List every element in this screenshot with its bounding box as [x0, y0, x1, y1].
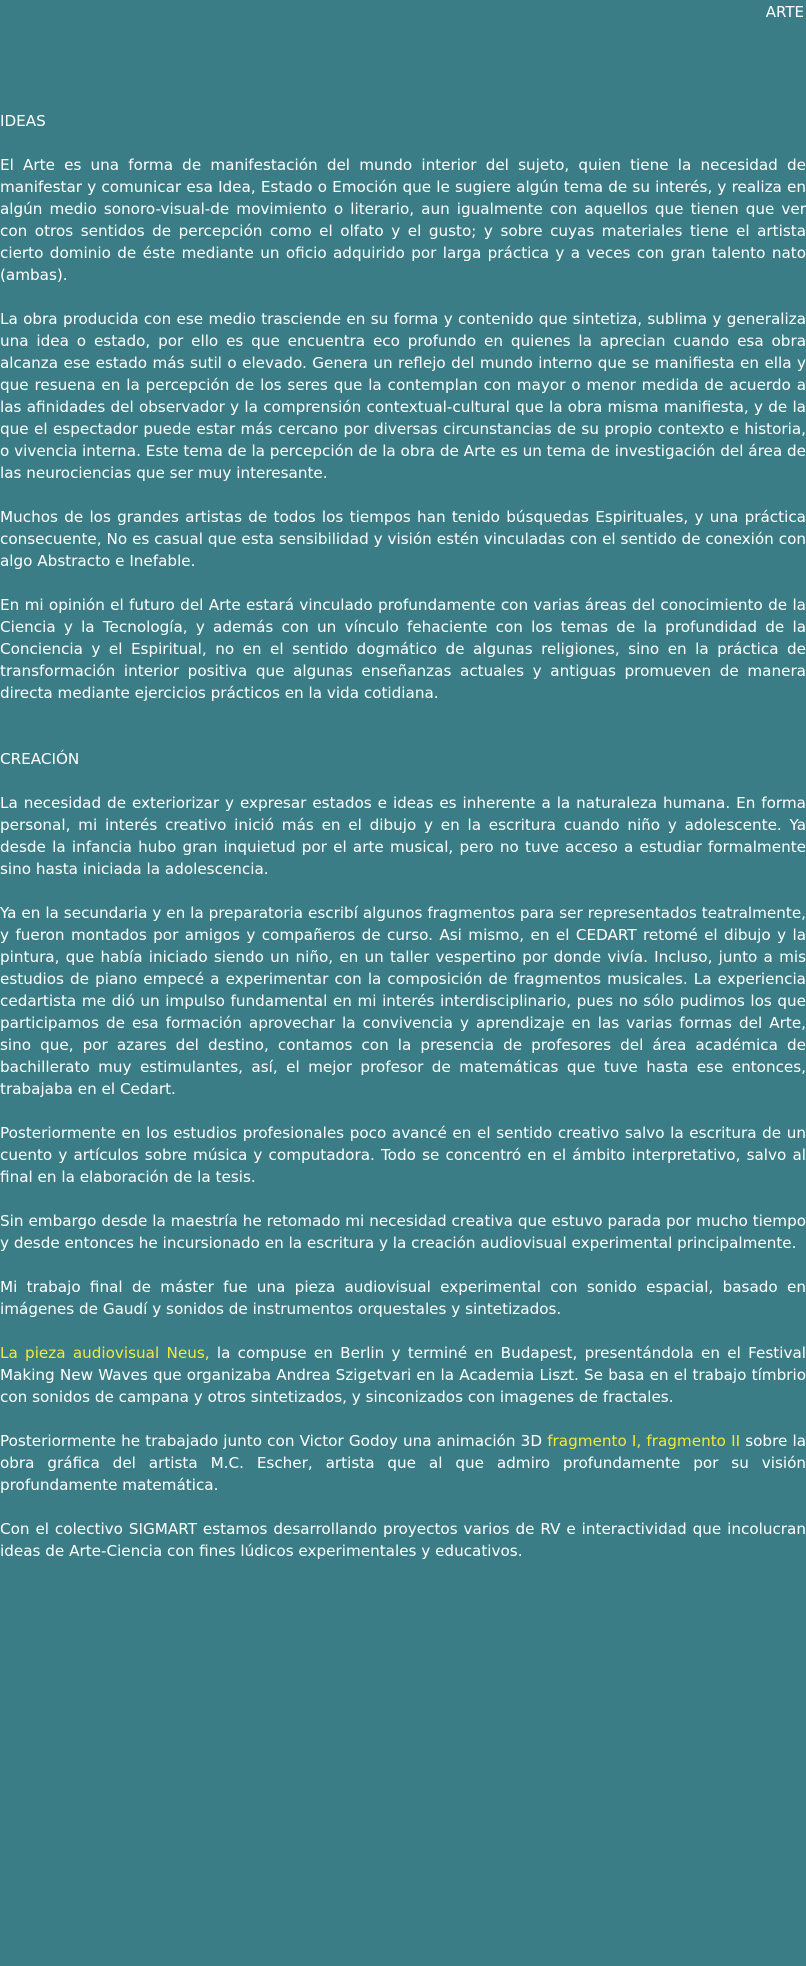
creacion-paragraph-6: [0, 1342, 806, 1408]
ideas-paragraph-2: La obra producida con ese medio trasciende en su forma y contenido que sintetiza, sublima y generaliza una idea o estado, por ello es que encuentra eco profundo en quienes la aprecian cuando esa obra alcanza ese estado más sutil o elevado. Genera un reflejo del mundo interno que se manifiesta en ella y que resuena en la percepción de los seres que la contemplan con mayor o menor medida de acuerdo a las afinidades del observador y la comprensión contextual-cultural que la obra misma manifiesta, y de la que el espectador puede estar más cercano por diversas circunstancias de su propio contexto e historia, o vivencia interna. Este tema de la percepción de la obra de Arte es un tema de investigación del área de las neurociencias que ser muy interesante.: [0, 310, 806, 482]
creacion-paragraph-7: [0, 1430, 806, 1496]
ideas-paragraph-4: En mi opinión el futuro del Arte estará vinculado profundamente con varias áreas del conocimiento de la Ciencia y la Tecnología, y además con un vínculo fehaciente con los temas de la profundidad de la Conciencia y el Espiritual, no en el sentido dogmático de algunas religiones, sino en la práctica de transformación interior positiva que algunas enseñanzas actuales y antiguas promueven de manera directa mediante ejercicios prácticos en la vida cotidiana.: [0, 596, 806, 702]
ideas-paragraph-1: El Arte es una forma de manifestación del mundo interior del sujeto, quien tiene la necesidad de manifestar y comunicar esa Idea, Estado o Emoción que le sugiere algún tema de su interés, y realiza en algún medio sonoro-visual-de movimiento o literario, aun igualmente con aquellos que tienen que ver con otros sentidos de percepción como el olfato y el gusto; y sobre cuyas materiales tiene el artista cierto dominio de éste mediante un oficio adquirido por larga práctica y a veces con gran talento nato (ambas).: [0, 156, 806, 284]
neus-link[interactable]: La pieza audiovisual Neus,: [0, 1344, 210, 1362]
creacion-paragraph-8: Con el colectivo SIGMART estamos desarrollando proyectos varios de RV e interactividad que incolucran ideas de Arte-Ciencia con fines lúdicos experimentales y educativos.: [0, 1520, 806, 1560]
creacion-paragraph-6-text: la compuse en Berlin y terminé en Budapest, presentándola en el Festival Making New Waves que organizaba Andrea Szigetvari en la Academia Liszt. Se basa en el trabajo tímbrio con sonidos de campana y otros sintetizados, y sinconizados con imagenes de fractales.: [0, 1344, 806, 1406]
main-content: [0, 110, 806, 1562]
creacion-paragraph-4: Sin embargo desde la maestría he retomado mi necesidad creativa que estuvo parada por mucho tiempo y desde entonces he incursionado en la escritura y la creación audiovisual experimental principalmente.: [0, 1212, 806, 1252]
creacion-paragraph-7-start: Posteriormente he trabajado junto con Victor Godoy una animación 3D: [0, 1432, 548, 1450]
creacion-paragraph-7-rest: sobre la obra gráfica del artista M.C. Escher, artista que al que admiro profundamente por su visión profundamente matemática.: [0, 1432, 806, 1494]
creacion-paragraph-5: Mi trabajo final de máster fue una pieza audiovisual experimental con sonido espacial, basado en imágenes de Gaudí y sonidos de instrumentos orquestales y sintetizados.: [0, 1278, 806, 1318]
page-label: ARTE: [765, 3, 804, 21]
fragmento-1-link[interactable]: fragmento I,: [547, 1432, 642, 1450]
creacion-paragraph-1: La necesidad de exteriorizar y expresar estados e ideas es inherente a la naturaleza humana. En forma personal, mi interés creativo inició más en el dibujo y en la escritura cuando niño y adolescente. Ya desde la infancia hubo gran inquietud por el arte musical, pero no tuve acceso a estudiar formalmente sino hasta iniciada la adolescencia.: [0, 794, 806, 878]
creacion-paragraph-3: Posteriormente en los estudios profesionales poco avancé en el sentido creativo salvo la escritura de un cuento y artículos sobre música y computadora. Todo se concentró en el ámbito interpretativo, salvo al final en la elaboración de la tesis.: [0, 1124, 806, 1186]
ideas-paragraph-3: Muchos de los grandes artistas de todos los tiempos han tenido búsquedas Espirituales, y una práctica consecuente, No es casual que esta sensibilidad y visión estén vinculadas con el sentido de conexión con algo Abstracto e Inefable.: [0, 508, 806, 570]
creacion-paragraph-2: Ya en la secundaria y en la preparatoria escribí algunos fragmentos para ser representados teatralmente, y fueron montados por amigos y compañeros de curso. Asi mismo, en el CEDART retomé el dibujo y la pintura, que había iniciado siendo un niño, en un taller vespertino por donde vivía. Incluso, junto a mis estudios de piano empecé a experimentar con la composición de fragmentos musicales. La experiencia cedartista me dió un impulso fundamental en mi interés interdisciplinario, pues no sólo pudimos los que participamos de esa formación aprovechar la convivencia y aprendizaje en las varias formas del Arte, sino que, por azares del destino, contamos con la presencia de profesores del área académica de bachillerato muy estimulantes, así, el mejor profesor de matemáticas que tuve hasta ese entonces, trabajaba en el Cedart.: [0, 904, 806, 1098]
creacion-heading: CREACIÓN: [0, 750, 80, 768]
fragmento-2-link[interactable]: fragmento II: [646, 1432, 741, 1450]
ideas-heading: IDEAS: [0, 112, 46, 130]
